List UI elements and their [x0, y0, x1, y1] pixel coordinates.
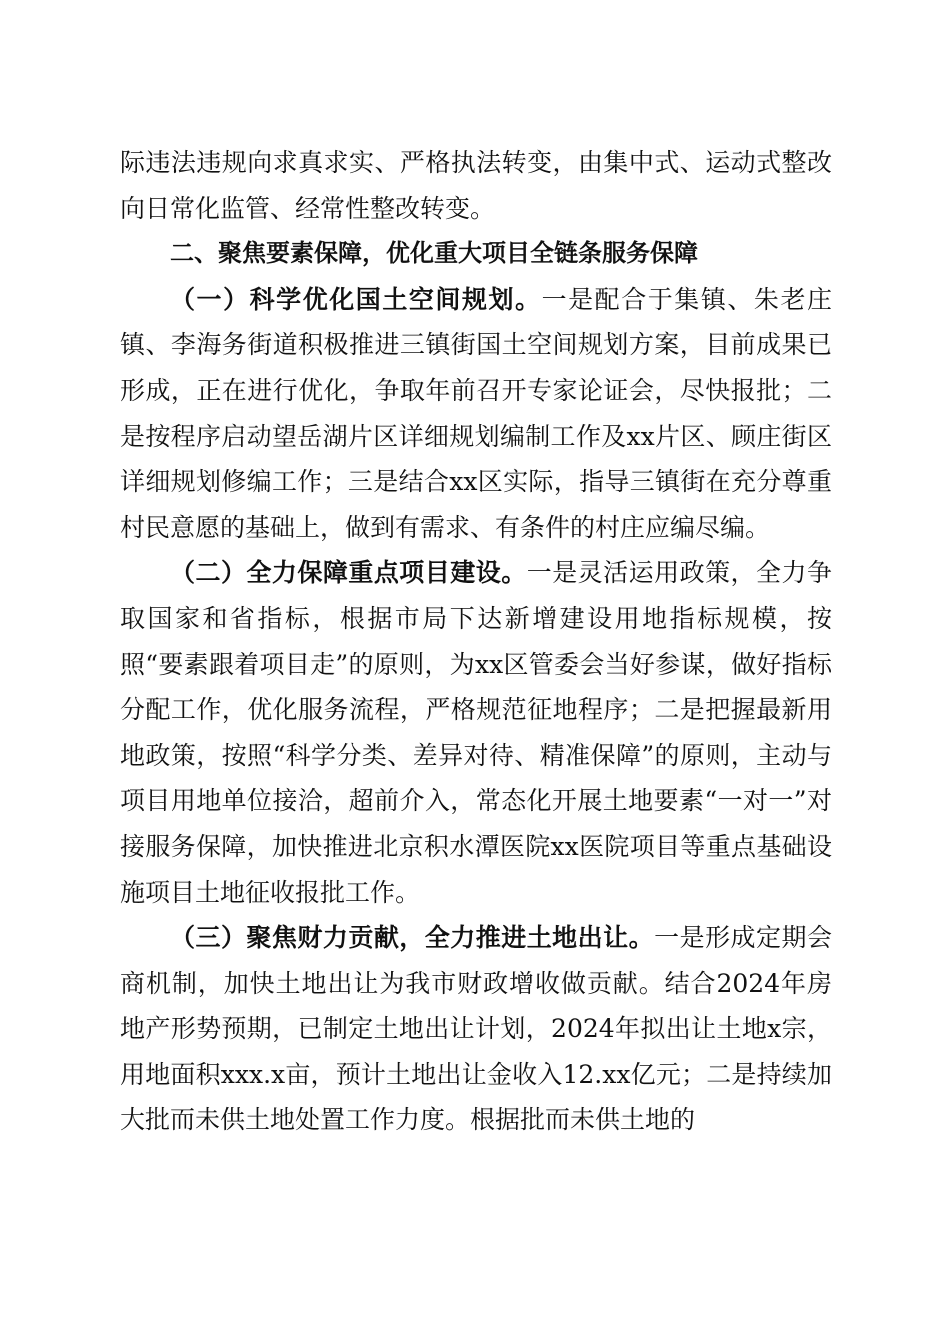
paragraph-continuation: 际违法违规向求真求实、严格执法转变，由集中式、运动式整改向日常化监管、经常性整改转变。 — [120, 148, 832, 223]
paragraph-body: 一是配合于集镇、朱老庄镇、李海务街道积极推进三镇街国土空间规划方案，目前成果已形成，正在进行优化，争取年前召开专家论证会，尽快报批；二是按程序启动望岳湖片区详细规划编制工作及xx片区、顾庄街区详细规划修编工作；三是结合xx区实际，指导三镇街在充分尊重村民意愿的基础上，做到有需求、有条件的村庄应编尽编。 — [120, 284, 832, 542]
section-heading: 二、聚焦要素保障，优化重大项目全链条服务保障 — [170, 239, 698, 268]
document-body — [120, 140, 832, 1143]
paragraph-key-projects — [120, 550, 832, 915]
paragraph-body: 一是形成定期会商机制，加快土地出让为我市财政增收做贡献。结合2024年房地产形势预期，已制定土地出让计划，2024年拟出让土地x宗，用地面积xxx.x亩，预计土地出让金收入12.xx亿元；二是持续加大批而未供土地处置工作力度。根据批而未供土地的 — [120, 923, 832, 1135]
paragraph-body: 一是灵活运用政策，全力争取国家和省指标，根据市局下达新增建设用地指标规模，按照“要素跟着项目走”的原则，为xx区管委会当好参谋，做好指标分配工作，优化服务流程，严格规范征地程序；二是把握最新用地政策，按照“科学分类、差异对待、精准保障”的原则，主动与项目用地单位接洽，超前介入，常态化开展土地要素“一对一”对接服务保障，加快推进北京积水潭医院xx医院项目等重点基础设施项目土地征收报批工作。 — [120, 558, 832, 907]
paragraph-lead: （三）聚焦财力贡献，全力推进土地出让。 — [170, 923, 655, 953]
paragraph-planning — [120, 277, 832, 551]
paragraph-lead: （二）全力保障重点项目建设。 — [170, 558, 527, 588]
paragraph-lead: （一）科学优化国土空间规划。 — [170, 284, 542, 314]
paragraph-land-transfer — [120, 915, 832, 1143]
